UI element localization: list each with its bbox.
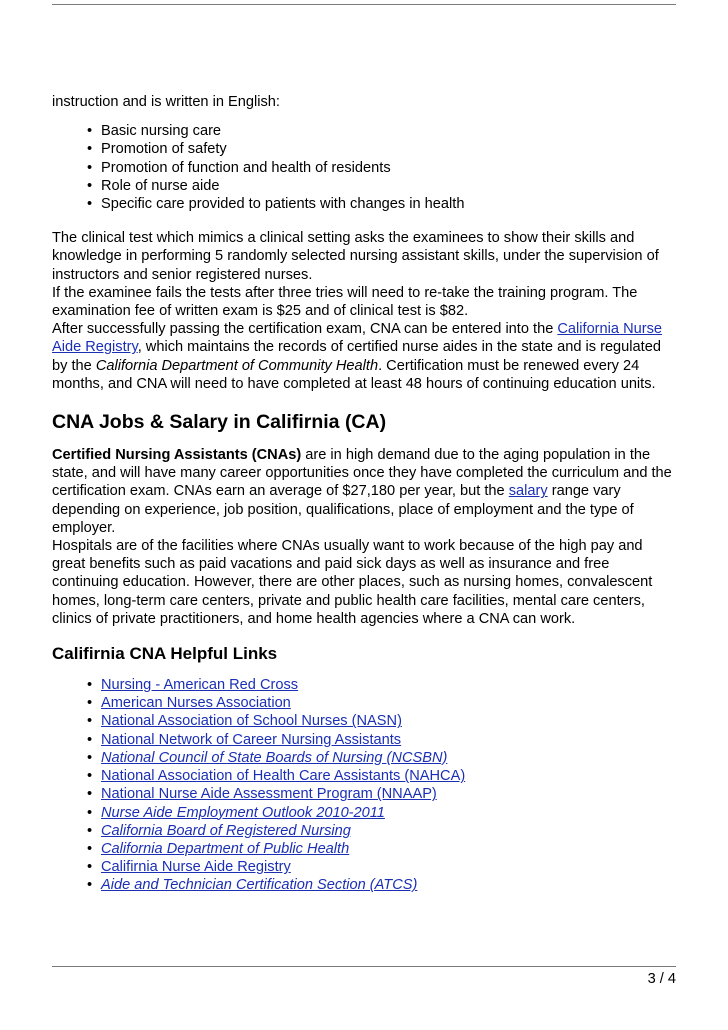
paragraph-text: . Certification must be renewed every 24 months, and CNA will need to have completed at least 48 hours of continuing education units.	[52, 357, 656, 392]
department-name: California Department of Community Health	[95, 357, 379, 374]
exam-topics-list	[52, 122, 678, 213]
jobs-paragraph-2: Hospitals are of the facilities where CNAs usually want to work because of the high pay and great benefits such as paid vacations and paid sick days as well as insurance and free continuing education. However, there are other places, such as nursing homes, convalescent homes, long-term care centers, private and public health care facilities, mental care centers, clinics of private practitioners, and home health agencies where a CNA can work.	[52, 538, 653, 627]
paragraph-text: , which maintains the records of certified nurse aides in the state and is regulated by the	[52, 339, 661, 374]
list-item	[101, 712, 678, 730]
list-item	[101, 731, 678, 749]
link-american-nurses-association[interactable]: American Nurses Association	[101, 695, 291, 712]
link-atcs[interactable]: Aide and Technician Certification Section (ATCS)	[101, 877, 418, 894]
list-item	[101, 749, 678, 767]
list-item	[101, 785, 678, 803]
list-item	[101, 876, 678, 894]
clinical-section	[52, 229, 678, 393]
paragraph-text: After successfully passing the certification exam, CNA can be entered into the	[52, 321, 558, 338]
cna-bold-term: Certified Nursing Assistants (CNAs)	[52, 447, 302, 464]
link-employment-outlook[interactable]: Nurse Aide Employment Outlook 2010-2011	[101, 804, 385, 821]
link-board-registered-nursing[interactable]: California Board of Registered Nursing	[101, 822, 351, 839]
list-item: • Promotion of safety	[101, 140, 678, 158]
paragraph-text: range vary depending on experience, job position, qualifications, place of employment and the type of employer.	[52, 483, 634, 536]
jobs-section	[52, 446, 678, 628]
list-item: • Specific care provided to patients with changes in health	[101, 195, 678, 213]
link-nurse-aide-registry[interactable]: Califirnia Nurse Aide Registry	[101, 859, 291, 876]
paragraph-text: are in high demand due to the aging population in the state, and will have many career opportunities once they have completed the curriculum and the certification exam. CNAs earn an average of $27,180 per year, but the	[52, 447, 672, 500]
page-number: 3 / 4	[647, 971, 676, 987]
list-item	[101, 858, 678, 876]
link-ncsbn[interactable]: National Council of State Boards of Nursing (NCSBN)	[101, 749, 448, 766]
california-nurse-aide-registry-link[interactable]: California Nurse Aide Registry	[52, 321, 663, 356]
list-item	[101, 804, 678, 822]
link-nncna[interactable]: National Network of Career Nursing Assistants	[101, 731, 402, 748]
list-item	[101, 676, 678, 694]
top-rule	[52, 4, 676, 5]
list-item	[101, 840, 678, 858]
link-nnaap[interactable]: National Nurse Aide Assessment Program (NNAAP)	[101, 786, 437, 803]
clinical-paragraph-3	[52, 320, 678, 393]
list-item: • Basic nursing care	[101, 122, 678, 140]
link-dept-public-health[interactable]: California Department of Public Health	[101, 840, 350, 857]
intro-text: instruction and is written in English:	[52, 94, 280, 110]
clinical-paragraph-1: The clinical test which mimics a clinical setting asks the examinees to show their skills and knowledge in performing 5 randomly selected nursing assistant skills, under the supervision of instructors and senior registered nurses.	[52, 230, 659, 283]
page-content	[52, 93, 678, 911]
helpful-links-heading: Califirnia CNA Helpful Links	[52, 644, 278, 664]
list-item	[101, 822, 678, 840]
salary-link[interactable]: salary	[508, 483, 548, 500]
list-item	[101, 694, 678, 712]
link-nasn[interactable]: National Association of School Nurses (NASN)	[101, 713, 402, 730]
link-nahca[interactable]: National Association of Health Care Assistants (NAHCA)	[101, 768, 466, 785]
jobs-salary-heading: CNA Jobs & Salary in Califirnia (CA)	[52, 411, 387, 434]
bottom-rule	[52, 966, 676, 967]
link-american-red-cross[interactable]: Nursing - American Red Cross	[101, 677, 299, 694]
list-item	[101, 767, 678, 785]
jobs-paragraph-1	[52, 446, 678, 537]
list-item: • Promotion of function and health of residents	[101, 159, 678, 177]
list-item: • Role of nurse aide	[101, 177, 678, 195]
clinical-paragraph-2: If the examinee fails the tests after three tries will need to re-take the training program. The examination fee of written exam is $25 and of clinical test is $82.	[52, 284, 638, 320]
helpful-links-list	[52, 676, 678, 894]
